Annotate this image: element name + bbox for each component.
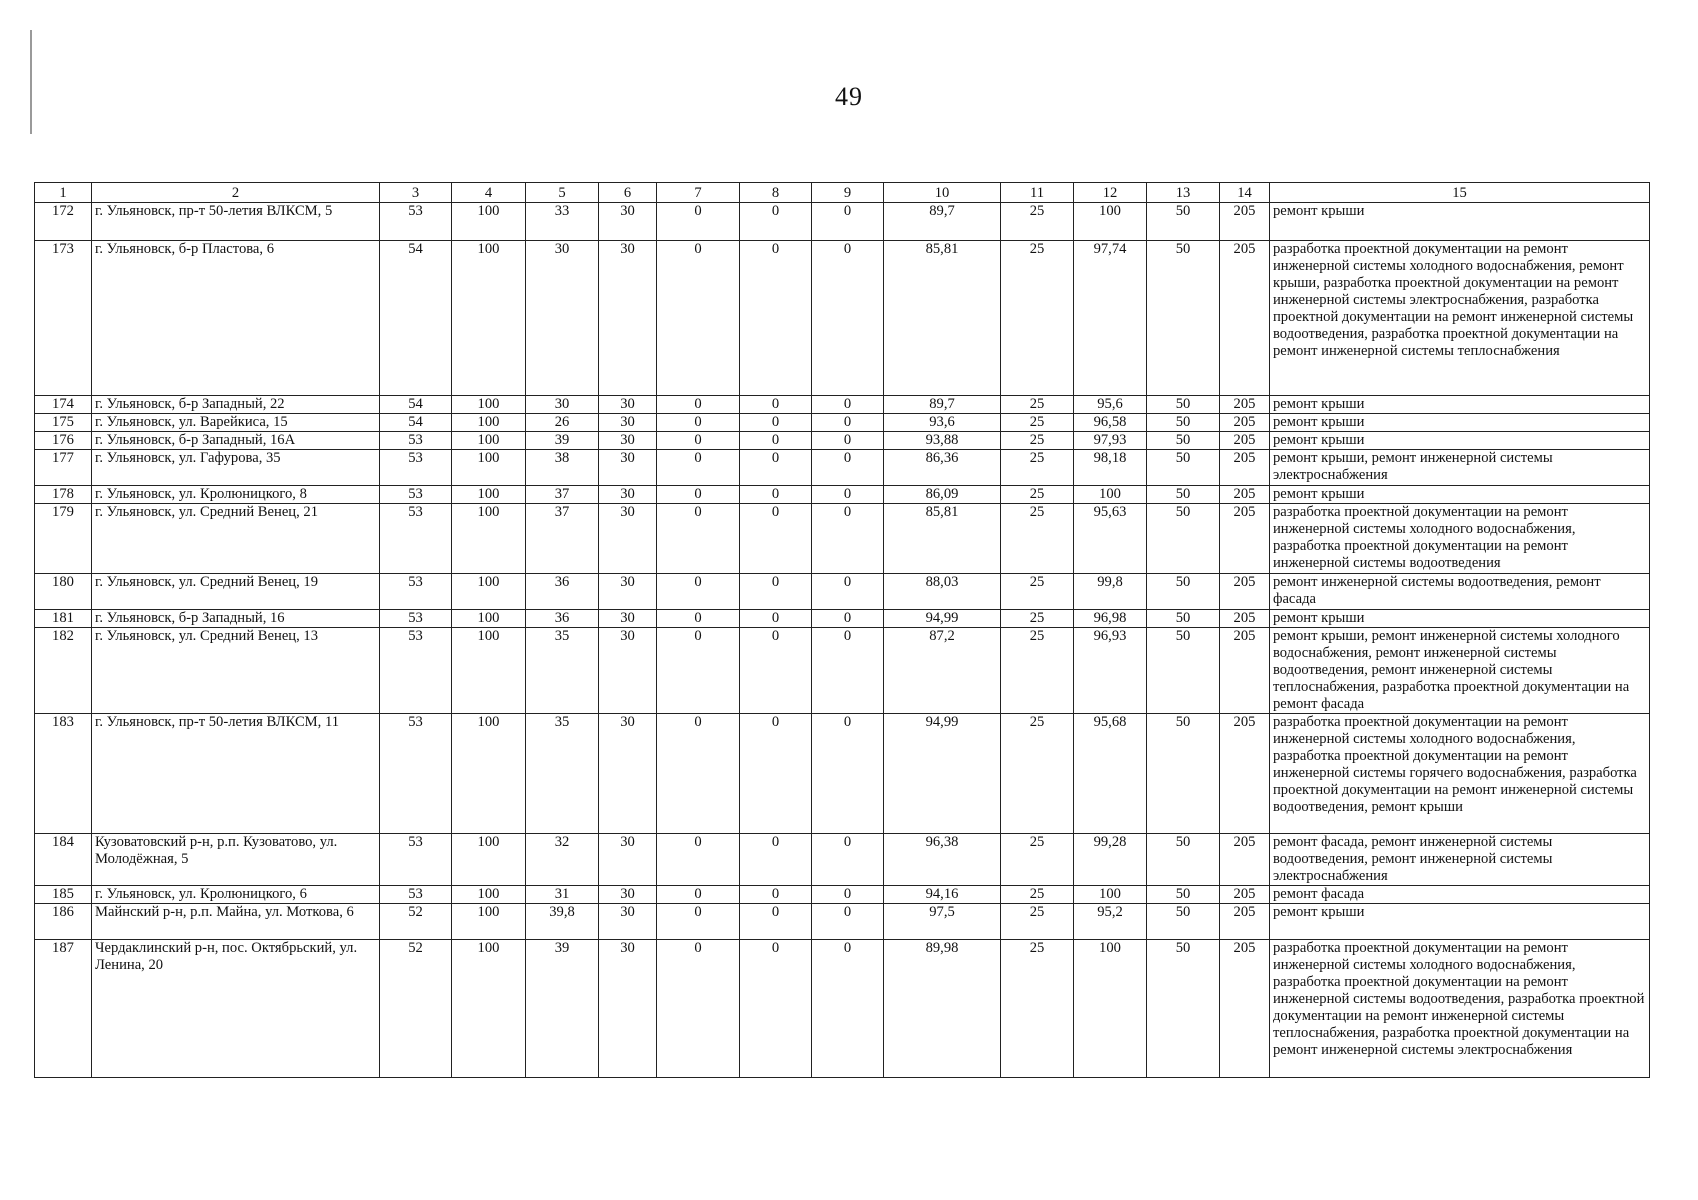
value-cell-col9: 0	[812, 396, 884, 414]
value-cell-col5: 35	[526, 714, 599, 834]
table-row	[35, 396, 1650, 414]
value-cell-col11: 25	[1001, 241, 1074, 396]
value-cell-col14: 205	[1220, 450, 1270, 486]
value-cell-col10: 97,5	[884, 904, 1001, 940]
value-cell-col5: 31	[526, 886, 599, 904]
table-row	[35, 904, 1650, 940]
value-cell-col7: 0	[657, 432, 740, 450]
value-cell-col12: 100	[1074, 203, 1147, 241]
value-cell-col5: 39,8	[526, 904, 599, 940]
value-cell-col7: 0	[657, 486, 740, 504]
value-cell-col10: 87,2	[884, 628, 1001, 714]
table-row	[35, 714, 1650, 834]
value-cell-col5: 39	[526, 432, 599, 450]
column-header-3: 3	[380, 183, 452, 203]
row-number-cell: 184	[35, 834, 92, 886]
address-cell: Чердаклинский р-н, пос. Октябрьский, ул. Ленина, 20	[92, 940, 380, 1078]
value-cell-col3: 53	[380, 486, 452, 504]
value-cell-col11: 25	[1001, 504, 1074, 574]
row-number-cell: 182	[35, 628, 92, 714]
works-description-cell: ремонт крыши	[1270, 203, 1650, 241]
value-cell-col14: 205	[1220, 504, 1270, 574]
value-cell-col3: 53	[380, 432, 452, 450]
value-cell-col11: 25	[1001, 432, 1074, 450]
row-number-cell: 179	[35, 504, 92, 574]
works-description-cell: ремонт крыши, ремонт инженерной системы холодного водоснабжения, ремонт инженерной системы водоотведения, ремонт инженерной системы теплоснабжения, разработка проектной документации на ремонт фасада	[1270, 628, 1650, 714]
value-cell-col10: 89,7	[884, 396, 1001, 414]
value-cell-col11: 25	[1001, 486, 1074, 504]
value-cell-col14: 205	[1220, 574, 1270, 610]
value-cell-col11: 25	[1001, 886, 1074, 904]
value-cell-col3: 53	[380, 714, 452, 834]
value-cell-col8: 0	[740, 414, 812, 432]
value-cell-col5: 36	[526, 610, 599, 628]
value-cell-col7: 0	[657, 396, 740, 414]
value-cell-col8: 0	[740, 628, 812, 714]
value-cell-col4: 100	[452, 414, 526, 432]
row-number-cell: 187	[35, 940, 92, 1078]
column-header-6: 6	[599, 183, 657, 203]
value-cell-col4: 100	[452, 396, 526, 414]
value-cell-col10: 89,7	[884, 203, 1001, 241]
value-cell-col9: 0	[812, 486, 884, 504]
value-cell-col14: 205	[1220, 486, 1270, 504]
value-cell-col12: 95,6	[1074, 396, 1147, 414]
value-cell-col5: 32	[526, 834, 599, 886]
column-header-7: 7	[657, 183, 740, 203]
table-row	[35, 241, 1650, 396]
value-cell-col12: 96,58	[1074, 414, 1147, 432]
value-cell-col4: 100	[452, 610, 526, 628]
works-description-cell: ремонт крыши	[1270, 904, 1650, 940]
value-cell-col13: 50	[1147, 628, 1220, 714]
value-cell-col7: 0	[657, 450, 740, 486]
value-cell-col4: 100	[452, 574, 526, 610]
value-cell-col9: 0	[812, 610, 884, 628]
value-cell-col6: 30	[599, 904, 657, 940]
value-cell-col11: 25	[1001, 203, 1074, 241]
table-row	[35, 834, 1650, 886]
value-cell-col3: 53	[380, 834, 452, 886]
column-header-9: 9	[812, 183, 884, 203]
value-cell-col6: 30	[599, 450, 657, 486]
value-cell-col9: 0	[812, 450, 884, 486]
works-description-cell: ремонт крыши	[1270, 432, 1650, 450]
address-cell: г. Ульяновск, ул. Варейкиса, 15	[92, 414, 380, 432]
value-cell-col10: 89,98	[884, 940, 1001, 1078]
value-cell-col13: 50	[1147, 904, 1220, 940]
value-cell-col12: 98,18	[1074, 450, 1147, 486]
row-number-cell: 181	[35, 610, 92, 628]
value-cell-col4: 100	[452, 628, 526, 714]
value-cell-col3: 52	[380, 940, 452, 1078]
address-cell: г. Ульяновск, ул. Средний Венец, 19	[92, 574, 380, 610]
works-description-cell: разработка проектной документации на ремонт инженерной системы холодного водоснабжения, разработка проектной документации на ремонт инженерной системы горячего водоснабжения, разработка проектной документации на ремонт инженерной системы водоотведения, ремонт крыши	[1270, 714, 1650, 834]
value-cell-col13: 50	[1147, 432, 1220, 450]
value-cell-col13: 50	[1147, 203, 1220, 241]
value-cell-col4: 100	[452, 486, 526, 504]
value-cell-col10: 93,6	[884, 414, 1001, 432]
value-cell-col14: 205	[1220, 203, 1270, 241]
value-cell-col8: 0	[740, 610, 812, 628]
value-cell-col8: 0	[740, 834, 812, 886]
value-cell-col10: 94,99	[884, 610, 1001, 628]
table-body	[35, 203, 1650, 1078]
data-table	[34, 182, 1650, 1078]
value-cell-col12: 97,74	[1074, 241, 1147, 396]
table-row	[35, 414, 1650, 432]
value-cell-col9: 0	[812, 834, 884, 886]
value-cell-col12: 99,28	[1074, 834, 1147, 886]
value-cell-col14: 205	[1220, 610, 1270, 628]
value-cell-col10: 85,81	[884, 504, 1001, 574]
value-cell-col11: 25	[1001, 610, 1074, 628]
column-header-5: 5	[526, 183, 599, 203]
column-number-row	[35, 183, 1650, 203]
value-cell-col6: 30	[599, 834, 657, 886]
value-cell-col4: 100	[452, 834, 526, 886]
address-cell: г. Ульяновск, ул. Гафурова, 35	[92, 450, 380, 486]
row-number-cell: 185	[35, 886, 92, 904]
address-cell: г. Ульяновск, б-р Западный, 16А	[92, 432, 380, 450]
address-cell: Майнский р-н, р.п. Майна, ул. Моткова, 6	[92, 904, 380, 940]
works-description-cell: ремонт крыши	[1270, 396, 1650, 414]
value-cell-col4: 100	[452, 432, 526, 450]
value-cell-col7: 0	[657, 414, 740, 432]
value-cell-col12: 100	[1074, 486, 1147, 504]
value-cell-col9: 0	[812, 628, 884, 714]
value-cell-col5: 37	[526, 504, 599, 574]
value-cell-col4: 100	[452, 940, 526, 1078]
table-row	[35, 574, 1650, 610]
value-cell-col6: 30	[599, 628, 657, 714]
row-number-cell: 176	[35, 432, 92, 450]
value-cell-col12: 96,93	[1074, 628, 1147, 714]
value-cell-col9: 0	[812, 203, 884, 241]
value-cell-col11: 25	[1001, 396, 1074, 414]
value-cell-col14: 205	[1220, 241, 1270, 396]
value-cell-col9: 0	[812, 940, 884, 1078]
works-description-cell: ремонт крыши	[1270, 610, 1650, 628]
table-row	[35, 486, 1650, 504]
value-cell-col13: 50	[1147, 396, 1220, 414]
works-description-cell: ремонт крыши	[1270, 414, 1650, 432]
works-description-cell: разработка проектной документации на ремонт инженерной системы холодного водоснабжения, разработка проектной документации на ремонт инженерной системы водоотведения, разработка проектной документации на ремонт инженерной системы теплоснабжения, разработка проектной документации на ремонт инженерной системы электроснабжения	[1270, 940, 1650, 1078]
table-row	[35, 940, 1650, 1078]
value-cell-col5: 30	[526, 241, 599, 396]
value-cell-col9: 0	[812, 574, 884, 610]
column-header-12: 12	[1074, 183, 1147, 203]
value-cell-col8: 0	[740, 241, 812, 396]
value-cell-col4: 100	[452, 203, 526, 241]
value-cell-col7: 0	[657, 504, 740, 574]
works-description-cell: разработка проектной документации на ремонт инженерной системы холодного водоснабжения, ремонт крыши, разработка проектной документации на ремонт инженерной системы электроснабжения, разработка проектной документации на ремонт инженерной системы водоотведения, разработка проектной документации на ремонт инженерной системы теплоснабжения	[1270, 241, 1650, 396]
value-cell-col13: 50	[1147, 504, 1220, 574]
value-cell-col14: 205	[1220, 886, 1270, 904]
value-cell-col13: 50	[1147, 940, 1220, 1078]
value-cell-col8: 0	[740, 504, 812, 574]
value-cell-col13: 50	[1147, 714, 1220, 834]
column-header-11: 11	[1001, 183, 1074, 203]
value-cell-col6: 30	[599, 610, 657, 628]
row-number-cell: 180	[35, 574, 92, 610]
value-cell-col7: 0	[657, 610, 740, 628]
value-cell-col4: 100	[452, 241, 526, 396]
value-cell-col8: 0	[740, 203, 812, 241]
column-header-13: 13	[1147, 183, 1220, 203]
value-cell-col5: 36	[526, 574, 599, 610]
page-number: 49	[835, 82, 863, 111]
value-cell-col9: 0	[812, 241, 884, 396]
value-cell-col10: 88,03	[884, 574, 1001, 610]
value-cell-col12: 99,8	[1074, 574, 1147, 610]
value-cell-col11: 25	[1001, 628, 1074, 714]
value-cell-col11: 25	[1001, 714, 1074, 834]
value-cell-col8: 0	[740, 574, 812, 610]
value-cell-col14: 205	[1220, 940, 1270, 1078]
value-cell-col3: 53	[380, 450, 452, 486]
value-cell-col12: 100	[1074, 940, 1147, 1078]
value-cell-col6: 30	[599, 396, 657, 414]
column-header-14: 14	[1220, 183, 1270, 203]
row-number-cell: 177	[35, 450, 92, 486]
value-cell-col8: 0	[740, 886, 812, 904]
value-cell-col12: 100	[1074, 886, 1147, 904]
value-cell-col3: 52	[380, 904, 452, 940]
value-cell-col14: 205	[1220, 432, 1270, 450]
value-cell-col3: 54	[380, 241, 452, 396]
value-cell-col4: 100	[452, 714, 526, 834]
works-description-cell: разработка проектной документации на ремонт инженерной системы холодного водоснабжения, разработка проектной документации на ремонт инженерной системы водоотведения	[1270, 504, 1650, 574]
works-description-cell: ремонт фасада	[1270, 886, 1650, 904]
table-row	[35, 628, 1650, 714]
value-cell-col6: 30	[599, 504, 657, 574]
value-cell-col14: 205	[1220, 414, 1270, 432]
row-number-cell: 173	[35, 241, 92, 396]
value-cell-col6: 30	[599, 714, 657, 834]
value-cell-col3: 53	[380, 628, 452, 714]
value-cell-col5: 38	[526, 450, 599, 486]
value-cell-col6: 30	[599, 486, 657, 504]
address-cell: г. Ульяновск, ул. Кролюницкого, 6	[92, 886, 380, 904]
address-cell: г. Ульяновск, ул. Средний Венец, 21	[92, 504, 380, 574]
value-cell-col9: 0	[812, 714, 884, 834]
value-cell-col8: 0	[740, 396, 812, 414]
value-cell-col8: 0	[740, 904, 812, 940]
value-cell-col3: 53	[380, 886, 452, 904]
value-cell-col5: 26	[526, 414, 599, 432]
column-header-4: 4	[452, 183, 526, 203]
row-number-cell: 175	[35, 414, 92, 432]
value-cell-col13: 50	[1147, 886, 1220, 904]
value-cell-col13: 50	[1147, 486, 1220, 504]
row-number-cell: 186	[35, 904, 92, 940]
value-cell-col11: 25	[1001, 904, 1074, 940]
value-cell-col14: 205	[1220, 628, 1270, 714]
value-cell-col4: 100	[452, 886, 526, 904]
value-cell-col12: 96,98	[1074, 610, 1147, 628]
value-cell-col5: 33	[526, 203, 599, 241]
value-cell-col12: 97,93	[1074, 432, 1147, 450]
value-cell-col3: 53	[380, 610, 452, 628]
value-cell-col5: 37	[526, 486, 599, 504]
table-row	[35, 203, 1650, 241]
value-cell-col10: 86,09	[884, 486, 1001, 504]
value-cell-col6: 30	[599, 886, 657, 904]
value-cell-col5: 35	[526, 628, 599, 714]
column-header-15: 15	[1270, 183, 1650, 203]
value-cell-col6: 30	[599, 414, 657, 432]
works-description-cell: ремонт инженерной системы водоотведения, ремонт фасада	[1270, 574, 1650, 610]
value-cell-col9: 0	[812, 886, 884, 904]
value-cell-col6: 30	[599, 432, 657, 450]
value-cell-col10: 94,16	[884, 886, 1001, 904]
works-description-cell: ремонт крыши	[1270, 486, 1650, 504]
address-cell: г. Ульяновск, б-р Западный, 16	[92, 610, 380, 628]
value-cell-col9: 0	[812, 432, 884, 450]
row-number-cell: 174	[35, 396, 92, 414]
value-cell-col7: 0	[657, 574, 740, 610]
value-cell-col3: 53	[380, 574, 452, 610]
value-cell-col7: 0	[657, 904, 740, 940]
value-cell-col13: 50	[1147, 834, 1220, 886]
table-row	[35, 886, 1650, 904]
value-cell-col6: 30	[599, 241, 657, 396]
works-description-cell: ремонт крыши, ремонт инженерной системы электроснабжения	[1270, 450, 1650, 486]
value-cell-col3: 53	[380, 203, 452, 241]
value-cell-col11: 25	[1001, 574, 1074, 610]
value-cell-col11: 25	[1001, 414, 1074, 432]
value-cell-col12: 95,63	[1074, 504, 1147, 574]
value-cell-col9: 0	[812, 414, 884, 432]
value-cell-col14: 205	[1220, 396, 1270, 414]
value-cell-col12: 95,68	[1074, 714, 1147, 834]
table-row	[35, 432, 1650, 450]
row-number-cell: 172	[35, 203, 92, 241]
address-cell: г. Ульяновск, ул. Средний Венец, 13	[92, 628, 380, 714]
address-cell: г. Ульяновск, пр-т 50-летия ВЛКСМ, 11	[92, 714, 380, 834]
value-cell-col4: 100	[452, 450, 526, 486]
value-cell-col8: 0	[740, 432, 812, 450]
address-cell: г. Ульяновск, ул. Кролюницкого, 8	[92, 486, 380, 504]
address-cell: г. Ульяновск, б-р Западный, 22	[92, 396, 380, 414]
value-cell-col10: 94,99	[884, 714, 1001, 834]
address-cell: Кузоватовский р-н, р.п. Кузоватово, ул. Молодёжная, 5	[92, 834, 380, 886]
value-cell-col14: 205	[1220, 714, 1270, 834]
value-cell-col13: 50	[1147, 241, 1220, 396]
value-cell-col5: 39	[526, 940, 599, 1078]
value-cell-col8: 0	[740, 486, 812, 504]
table-row	[35, 450, 1650, 486]
value-cell-col7: 0	[657, 714, 740, 834]
value-cell-col11: 25	[1001, 940, 1074, 1078]
value-cell-col14: 205	[1220, 834, 1270, 886]
value-cell-col6: 30	[599, 574, 657, 610]
address-cell: г. Ульяновск, пр-т 50-летия ВЛКСМ, 5	[92, 203, 380, 241]
value-cell-col4: 100	[452, 904, 526, 940]
value-cell-col13: 50	[1147, 450, 1220, 486]
value-cell-col4: 100	[452, 504, 526, 574]
value-cell-col10: 93,88	[884, 432, 1001, 450]
value-cell-col10: 85,81	[884, 241, 1001, 396]
value-cell-col11: 25	[1001, 450, 1074, 486]
value-cell-col10: 96,38	[884, 834, 1001, 886]
value-cell-col8: 0	[740, 940, 812, 1078]
value-cell-col10: 86,36	[884, 450, 1001, 486]
value-cell-col9: 0	[812, 904, 884, 940]
value-cell-col9: 0	[812, 504, 884, 574]
value-cell-col7: 0	[657, 886, 740, 904]
row-number-cell: 178	[35, 486, 92, 504]
value-cell-col13: 50	[1147, 574, 1220, 610]
value-cell-col3: 53	[380, 504, 452, 574]
value-cell-col3: 54	[380, 396, 452, 414]
value-cell-col3: 54	[380, 414, 452, 432]
column-header-2: 2	[92, 183, 380, 203]
works-description-cell: ремонт фасада, ремонт инженерной системы водоотведения, ремонт инженерной системы электроснабжения	[1270, 834, 1650, 886]
row-number-cell: 183	[35, 714, 92, 834]
table-row	[35, 610, 1650, 628]
value-cell-col8: 0	[740, 450, 812, 486]
value-cell-col7: 0	[657, 628, 740, 714]
value-cell-col11: 25	[1001, 834, 1074, 886]
value-cell-col6: 30	[599, 203, 657, 241]
value-cell-col8: 0	[740, 714, 812, 834]
column-header-8: 8	[740, 183, 812, 203]
value-cell-col14: 205	[1220, 904, 1270, 940]
value-cell-col7: 0	[657, 241, 740, 396]
table-row	[35, 504, 1650, 574]
value-cell-col13: 50	[1147, 414, 1220, 432]
value-cell-col5: 30	[526, 396, 599, 414]
column-header-1: 1	[35, 183, 92, 203]
value-cell-col7: 0	[657, 203, 740, 241]
column-header-10: 10	[884, 183, 1001, 203]
value-cell-col7: 0	[657, 834, 740, 886]
value-cell-col7: 0	[657, 940, 740, 1078]
value-cell-col13: 50	[1147, 610, 1220, 628]
address-cell: г. Ульяновск, б-р Пластова, 6	[92, 241, 380, 396]
value-cell-col6: 30	[599, 940, 657, 1078]
value-cell-col12: 95,2	[1074, 904, 1147, 940]
